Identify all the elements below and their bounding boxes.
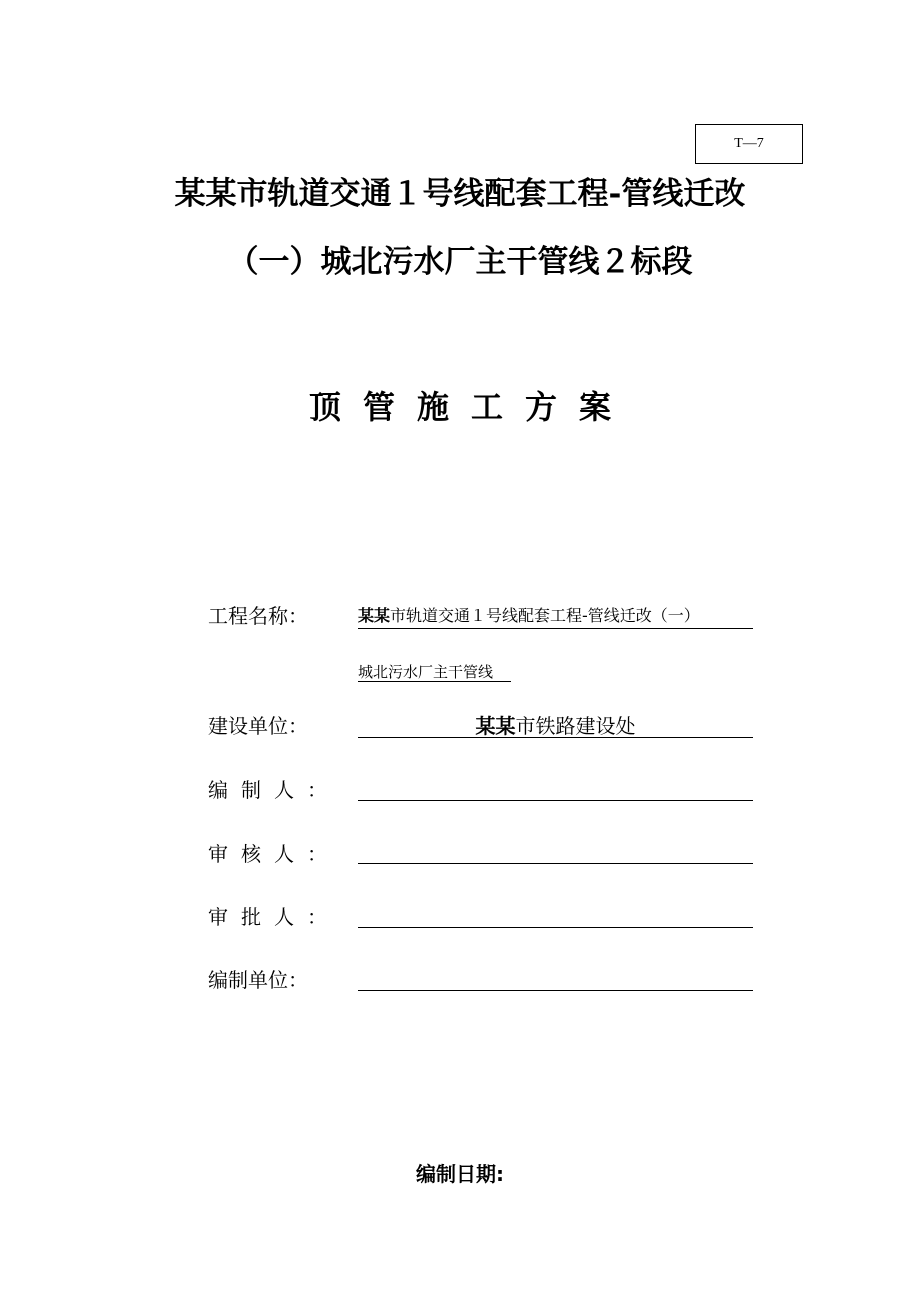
project-name-prefix: 某某 <box>358 606 391 625</box>
title-line-1: 某某市轨道交通１号线配套工程-管线迁改 <box>174 176 746 212</box>
builder-value <box>358 712 753 740</box>
project-name-label: 工程名称： <box>208 604 308 628</box>
editor-label-colon: ： <box>307 778 327 802</box>
approver-label-colon: ： <box>307 905 327 929</box>
editor-underline <box>358 800 753 801</box>
builder-underline <box>358 737 753 738</box>
approver-underline <box>358 927 753 928</box>
org-label: 编制单位： <box>208 968 308 992</box>
builder-prefix: 某某 <box>475 714 516 738</box>
org-underline <box>358 990 753 991</box>
reviewer-underline <box>358 863 753 864</box>
document-type-heading: 顶管施工方案 <box>308 388 633 426</box>
doc-code-box <box>695 124 803 164</box>
editor-label-text: 编制人 <box>208 778 307 802</box>
project-name-value-line-2 <box>358 660 511 684</box>
doc-code: T—7 <box>734 136 764 151</box>
approver-label <box>208 903 327 931</box>
date-label: 编制日期: <box>416 1162 504 1186</box>
editor-label <box>208 776 327 804</box>
reviewer-label <box>208 840 327 868</box>
project-name-text-1: 市轨道交通１号线配套工程-管线迁改（一） <box>390 606 700 625</box>
reviewer-label-colon: ： <box>307 842 327 866</box>
project-name-text-2: 城北污水厂主干管线 <box>358 663 511 682</box>
approver-label-text: 审批人 <box>208 905 307 929</box>
project-name-value-line-1 <box>358 604 753 629</box>
reviewer-label-text: 审核人 <box>208 842 307 866</box>
builder-label: 建设单位： <box>208 714 308 738</box>
title-line-2: （一）城北污水厂主干管线２标段 <box>227 244 693 280</box>
builder-text: 市铁路建设处 <box>515 714 636 738</box>
